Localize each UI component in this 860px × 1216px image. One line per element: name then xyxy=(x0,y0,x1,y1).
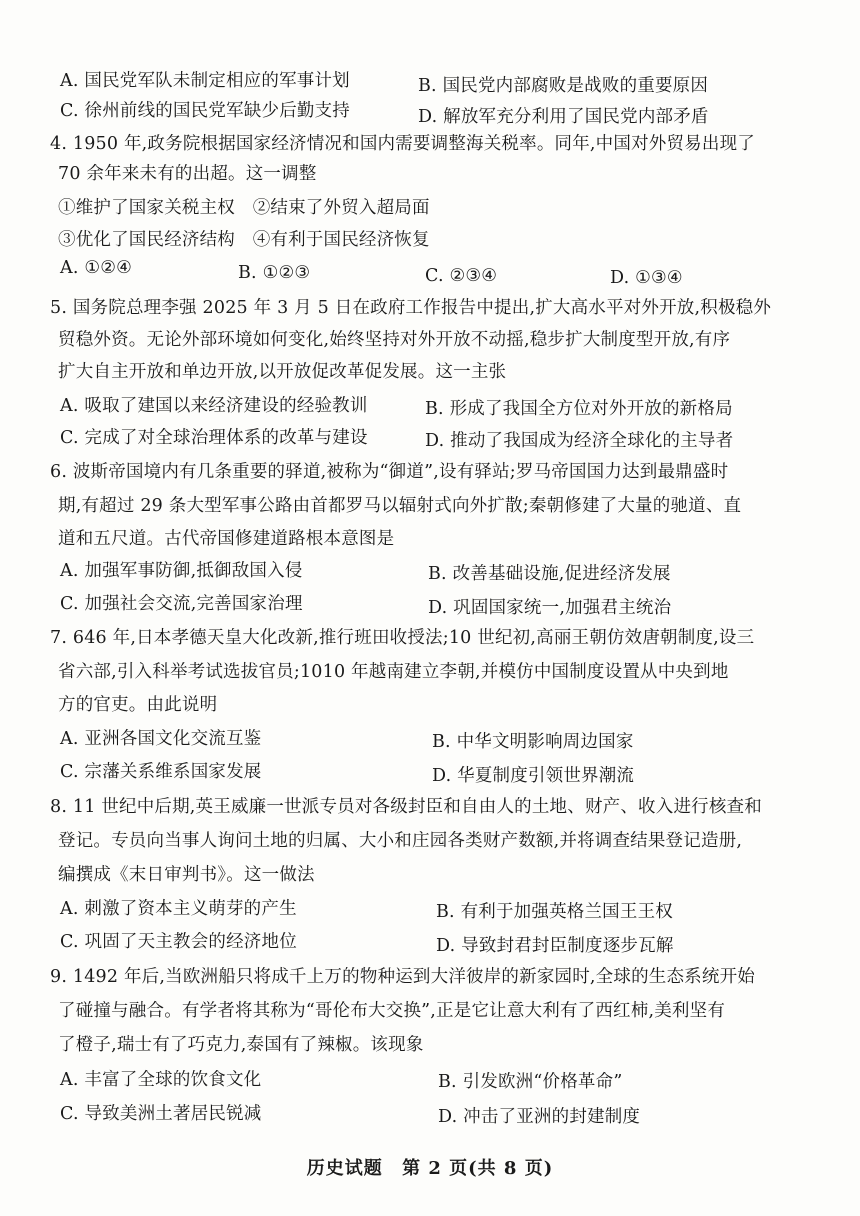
q4-stem-line1: 4. 1950 年,政务院根据国家经济情况和国内需要调整海关税率。同年,中国对外贸易出现了 xyxy=(50,134,755,154)
q4-option-c: C. ②③④ xyxy=(425,266,498,286)
q8-stem-line3: 编撰成《末日审判书》。这一做法 xyxy=(58,865,315,885)
q3-option-a: A. 国民党军队未制定相应的军事计划 xyxy=(60,71,350,91)
q6-option-a: A. 加强军事防御,抵御敌国入侵 xyxy=(60,561,303,581)
q5-option-a: A. 吸取了建国以来经济建设的经验教训 xyxy=(60,396,368,416)
q5-option-d: D. 推动了我国成为经济全球化的主导者 xyxy=(425,431,734,451)
q7-option-d: D. 华夏制度引领世界潮流 xyxy=(432,766,635,786)
q9-stem-line1: 9. 1492 年后,当欧洲船只将成千上万的物种运到大洋彼岸的新家园时,全球的生态系统开始 xyxy=(50,967,755,987)
footer-subject: 历史试题 xyxy=(306,1158,383,1179)
q3-option-d: D. 解放军充分利用了国民党内部矛盾 xyxy=(418,107,709,127)
page-footer xyxy=(0,1154,860,1180)
q7-stem-line2: 省六部,引入科举考试选拔官员;1010 年越南建立李朝,并模仿中国制度设置从中央到地 xyxy=(58,662,729,682)
q5-stem-line2: 贸稳外资。无论外部环境如何变化,始终坚持对外开放不动摇,稳步扩大制度型开放,有序 xyxy=(58,330,731,350)
q5-option-b: B. 形成了我国全方位对外开放的新格局 xyxy=(425,399,733,419)
q5-stem-line3: 扩大自主开放和单边开放,以开放促改革促发展。这一主张 xyxy=(58,362,507,382)
q7-stem-line3: 方的官吏。由此说明 xyxy=(58,695,218,715)
q7-option-a: A. 亚洲各国文化交流互鉴 xyxy=(60,729,262,749)
q4-option-b: B. ①②③ xyxy=(238,263,311,283)
q6-option-c: C. 加强社会交流,完善国家治理 xyxy=(60,594,303,614)
q9-stem-line2: 了碰撞与融合。有学者将其称为“哥伦布大交换”,正是它让意大利有了西红柿,美利坚有 xyxy=(58,1001,726,1021)
q8-option-c: C. 巩固了天主教会的经济地位 xyxy=(60,932,297,952)
q9-option-b: B. 引发欧洲“价格革命” xyxy=(438,1072,623,1092)
q9-option-c: C. 导致美洲土著居民锐减 xyxy=(60,1104,262,1124)
footer-page-number: 第 2 页(共 8 页) xyxy=(402,1158,554,1179)
q5-stem-line1: 5. 国务院总理李强 2025 年 3 月 5 日在政府工作报告中提出,扩大高水平对外开放,积极稳外 xyxy=(50,298,772,318)
q4-statements-line1: ①维护了国家关税主权 ②结束了外贸入超局面 xyxy=(58,198,430,218)
q4-option-a: A. ①②④ xyxy=(60,258,133,278)
q8-stem-line1: 8. 11 世纪中后期,英王威廉一世派专员对各级封臣和自由人的土地、财产、收入进行核查和 xyxy=(50,797,762,817)
q8-option-b: B. 有利于加强英格兰国王王权 xyxy=(436,902,673,922)
q6-stem-line1: 6. 波斯帝国境内有几条重要的驿道,被称为“御道”,设有驿站;罗马帝国国力达到最鼎盛时 xyxy=(50,462,729,482)
q6-option-d: D. 巩固国家统一,加强君主统治 xyxy=(428,598,672,618)
q7-option-b: B. 中华文明影响周边国家 xyxy=(432,732,634,752)
q6-stem-line2: 期,有超过 29 条大型军事公路由首都罗马以辐射式向外扩散;秦朝修建了大量的驰道、直 xyxy=(58,496,742,516)
q4-stem-line2: 70 余年来未有的出超。这一调整 xyxy=(58,164,317,184)
q8-stem-line2: 登记。专员向当事人询问土地的归属、大小和庄园各类财产数额,并将调查结果登记造册, xyxy=(58,831,743,851)
q9-stem-line3: 了橙子,瑞士有了巧克力,泰国有了辣椒。该现象 xyxy=(58,1035,424,1055)
q4-statements-line2: ③优化了国民经济结构 ④有利于国民经济恢复 xyxy=(58,230,430,250)
q7-stem-line1: 7. 646 年,日本孝德天皇大化改新,推行班田收授法;10 世纪初,高丽王朝仿效唐朝制度,设三 xyxy=(50,628,755,648)
q8-option-a: A. 刺激了资本主义萌芽的产生 xyxy=(60,899,297,919)
q5-option-c: C. 完成了对全球治理体系的改革与建设 xyxy=(60,428,368,448)
q7-option-c: C. 宗藩关系维系国家发展 xyxy=(60,762,262,782)
q9-option-d: D. 冲击了亚洲的封建制度 xyxy=(438,1107,641,1127)
q6-option-b: B. 改善基础设施,促进经济发展 xyxy=(428,564,671,584)
q3-option-b: B. 国民党内部腐败是战败的重要原因 xyxy=(418,76,709,96)
q3-option-c: C. 徐州前线的国民党军缺少后勤支持 xyxy=(60,101,350,121)
q9-option-a: A. 丰富了全球的饮食文化 xyxy=(60,1070,262,1090)
q4-option-d: D. ①③④ xyxy=(610,268,683,288)
q6-stem-line3: 道和五尺道。古代帝国修建道路根本意图是 xyxy=(58,529,395,549)
q8-option-d: D. 导致封君封臣制度逐步瓦解 xyxy=(436,936,674,956)
